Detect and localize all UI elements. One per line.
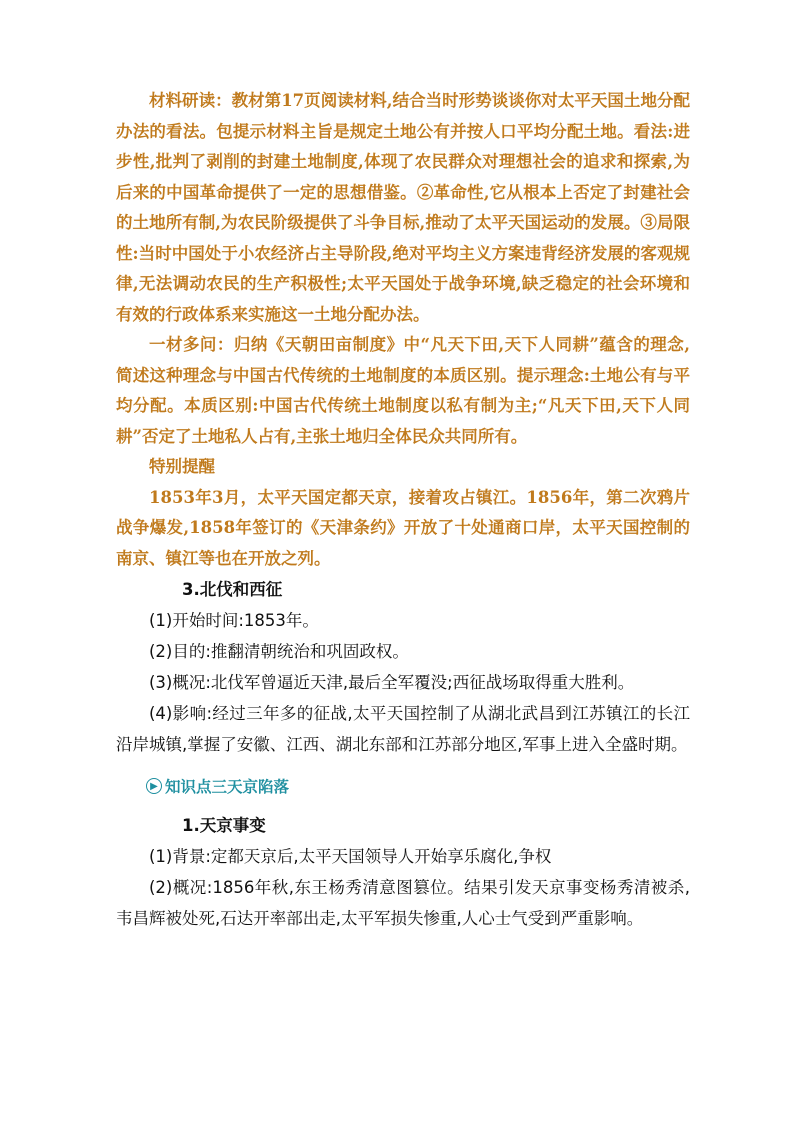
material-analysis-block [116, 86, 690, 574]
northern-western-expedition-section [116, 574, 690, 760]
section-title-expeditions: 3.北伐和西征 [182, 580, 283, 599]
special-reminder-title: 特别提醒 [149, 457, 215, 476]
list-item: (2)概况:1856年秋,东王杨秀清意图篡位。结果引发天京事变杨秀清被杀,韦昌辉被处死,石达开率部出走,太平军损失惨重,人心士气受到严重影响。 [116, 878, 690, 928]
special-reminder-text: 1853年3月，太平天国定都天京，接着攻占镇江。1856年，第二次鸦片战争爆发,1858年签订的《天津条约》开放了十处通商口岸，太平天国控制的南京、镇江等也在开放之列。 [116, 487, 690, 568]
material-reading-paragraph: 材料研读：教材第17页阅读材料,结合当时形势谈谈你对太平天国土地分配办法的看法。包提示材料主旨是规定土地公有并按人口平均分配土地。看法:进步性,批判了剥削的封建土地制度,体现了农民群众对理想社会的追求和探索,为后来的中国革命提供了一定的思想借鉴。②革命性,它从根本上否定了封建社会的土地所有制,为农民阶级提供了斗争目标,推动了太平天国运动的发展。③局限性:当时中国处于小农经济占主导阶段,绝对平均主义方案违背经济发展的客观规律,无法调动农民的生产积极性;太平天国处于战争环境,缺乏稳定的社会环境和有效的行政体系来实施这一土地分配办法。 [116, 91, 690, 324]
multi-question-paragraph: 一材多问：归纳《天朝田亩制度》中“凡天下田,天下人同耕”蕴含的理念,简述这种理念与中国古代传统的土地制度的本质区别。提示理念:土地公有与平均分配。本质区别:中国古代传统土地制度以私有制为主;“凡天下田,天下人同耕”否定了土地私人占有,主张土地归全体民众共同所有。 [116, 335, 690, 446]
tianjing-incident-section [116, 810, 690, 934]
knowledge-point-heading [146, 774, 690, 798]
section-title-tianjing-incident: 1.天京事变 [182, 816, 266, 835]
list-item: (1)背景:定都天京后,太平天国领导人开始享乐腐化,争权 [149, 847, 552, 866]
list-item: (2)目的:推翻清朝统治和巩固政权。 [149, 642, 409, 661]
knowledge-point-label: 知识点三天京陷落 [165, 778, 290, 796]
list-item: (1)开始时间:1853年。 [149, 611, 319, 630]
page-content [116, 86, 690, 934]
list-item: (4)影响:经过三年多的征战,太平天国控制了从湖北武昌到江苏镇江的长江沿岸城镇,掌握了安徽、江西、湖北东部和江苏部分地区,军事上进入全盛时期。 [116, 704, 690, 754]
list-item: (3)概况:北伐军曾逼近天津,最后全军覆没;西征战场取得重大胜利。 [149, 673, 635, 692]
play-circle-icon: ▶ [146, 778, 162, 794]
